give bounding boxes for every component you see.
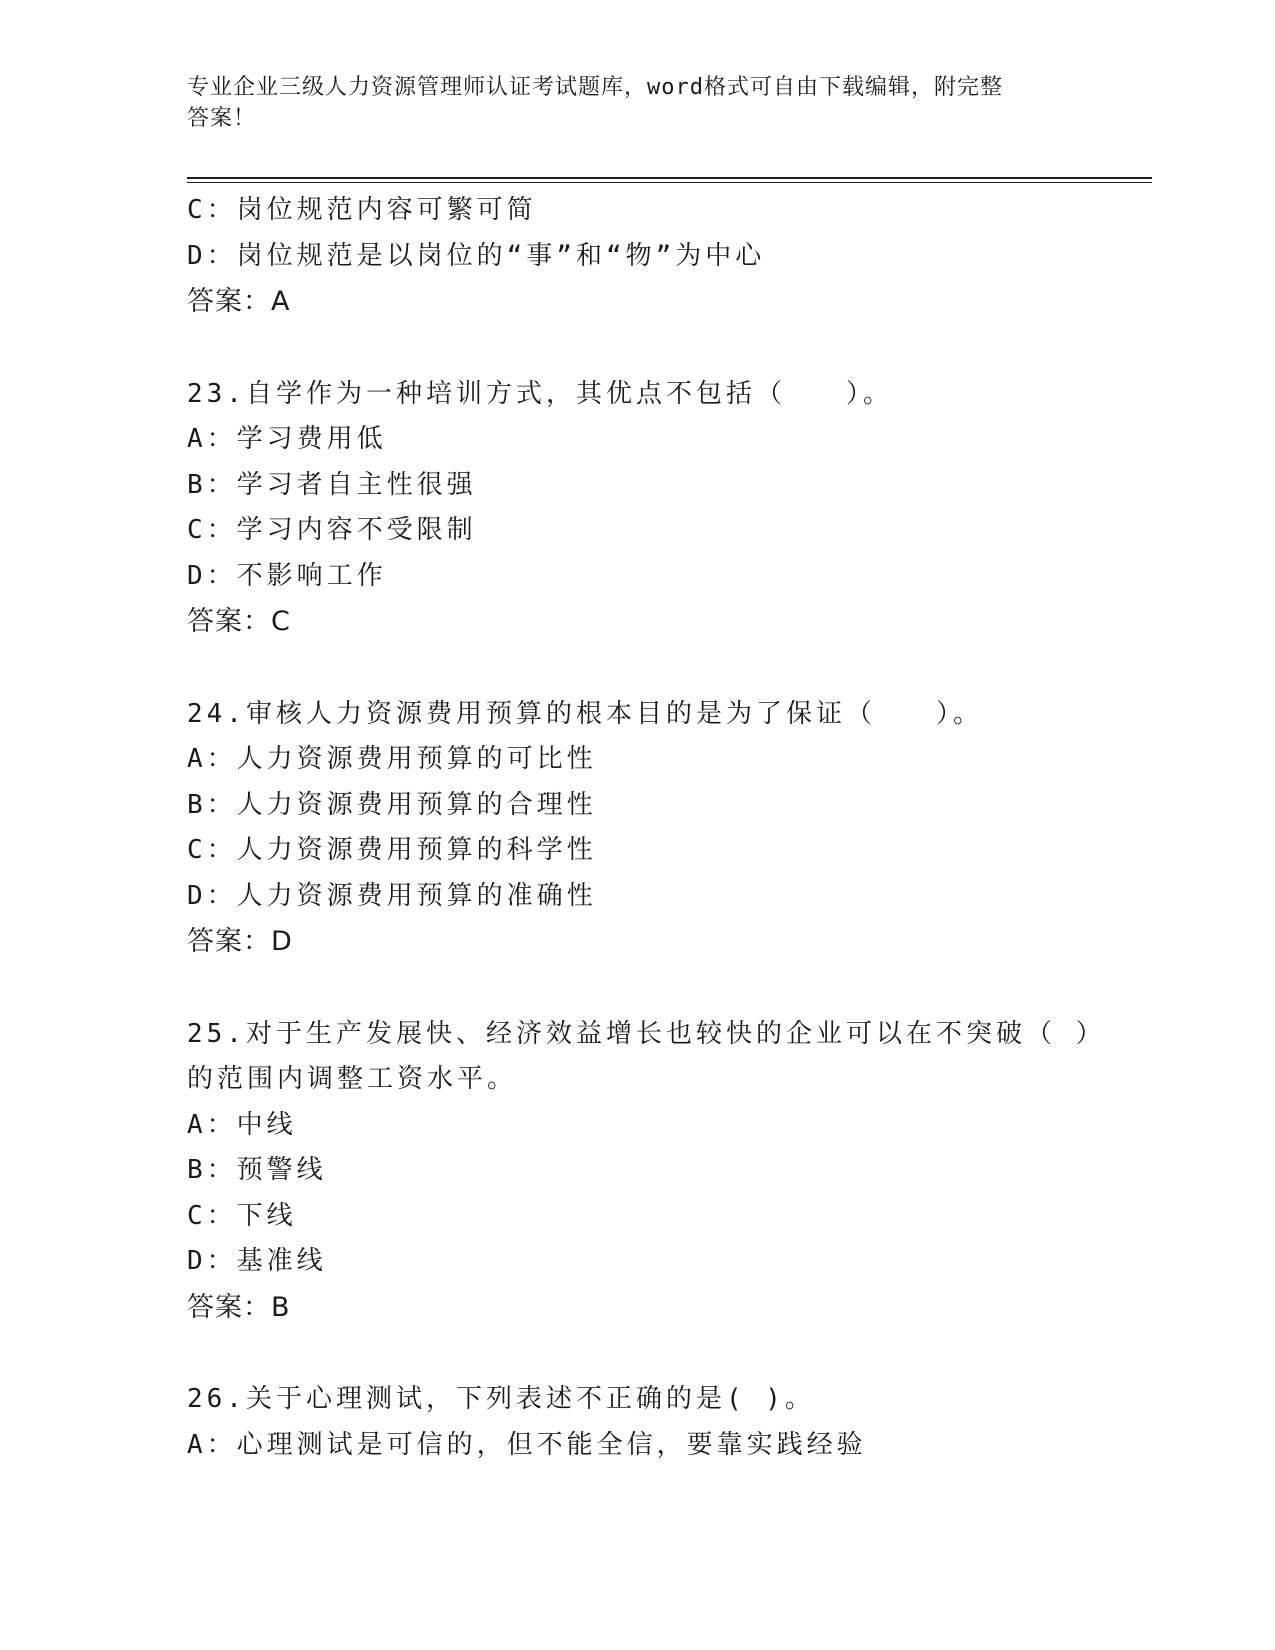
answer-text: 答案：D xyxy=(187,926,293,957)
option-d: D：不影响工作 xyxy=(187,560,387,591)
question-text: 24.审核人力资源费用预算的根本目的是为了保证（ ）。 xyxy=(187,698,983,729)
option-c: C：人力资源费用预算的科学性 xyxy=(187,835,597,865)
option-a: A：学习费用低 xyxy=(187,424,387,454)
option-b: B：人力资源费用预算的合理性 xyxy=(187,789,597,820)
header-line-2: 答案！ xyxy=(187,106,257,131)
header-line-1: 专业企业三级人力资源管理师认证考试题库，word格式可自由下载编辑，附完整 xyxy=(187,75,1003,100)
option-d: D：基准线 xyxy=(187,1246,327,1276)
question-spacer xyxy=(187,965,1152,1012)
option-d: D：人力资源费用预算的准确性 xyxy=(187,880,597,911)
question-list xyxy=(187,188,1152,1468)
question-block-22 xyxy=(187,188,1152,325)
option-a: A：中线 xyxy=(187,1109,297,1140)
option-a: A：心理测试是可信的，但不能全信，要靠实践经验 xyxy=(187,1429,867,1460)
option-c: C：下线 xyxy=(187,1200,297,1231)
answer-text: 答案：C xyxy=(187,606,291,637)
option-b: B：预警线 xyxy=(187,1155,327,1185)
option-c: C：学习内容不受限制 xyxy=(187,515,477,545)
question-spacer xyxy=(187,325,1152,372)
document-header xyxy=(187,72,1087,134)
header-divider xyxy=(187,177,1152,183)
question-spacer xyxy=(187,1330,1152,1377)
question-text: 26.关于心理测试，下列表述不正确的是( )。 xyxy=(187,1384,815,1414)
option-b: B：学习者自主性很强 xyxy=(187,469,477,500)
question-block-23 xyxy=(187,372,1152,645)
option-c: C：岗位规范内容可繁可简 xyxy=(187,195,537,225)
question-text-line-2: 的范围内调整工资水平。 xyxy=(187,1064,518,1094)
question-block-24 xyxy=(187,692,1152,965)
question-spacer xyxy=(187,645,1152,692)
option-a: A：人力资源费用预算的可比性 xyxy=(187,744,597,774)
question-text-line-1: 25.对于生产发展快、经济效益增长也较快的企业可以在不突破（ ） xyxy=(187,1018,1106,1049)
question-text: 23.自学作为一种培训方式，其优点不包括（ ）。 xyxy=(187,378,893,409)
option-d: D：岗位规范是以岗位的“事”和“物”为中心 xyxy=(187,240,766,271)
answer-text: 答案：A xyxy=(187,286,291,317)
question-block-25 xyxy=(187,1012,1152,1331)
question-block-26 xyxy=(187,1377,1152,1468)
answer-text: 答案：B xyxy=(187,1291,291,1323)
